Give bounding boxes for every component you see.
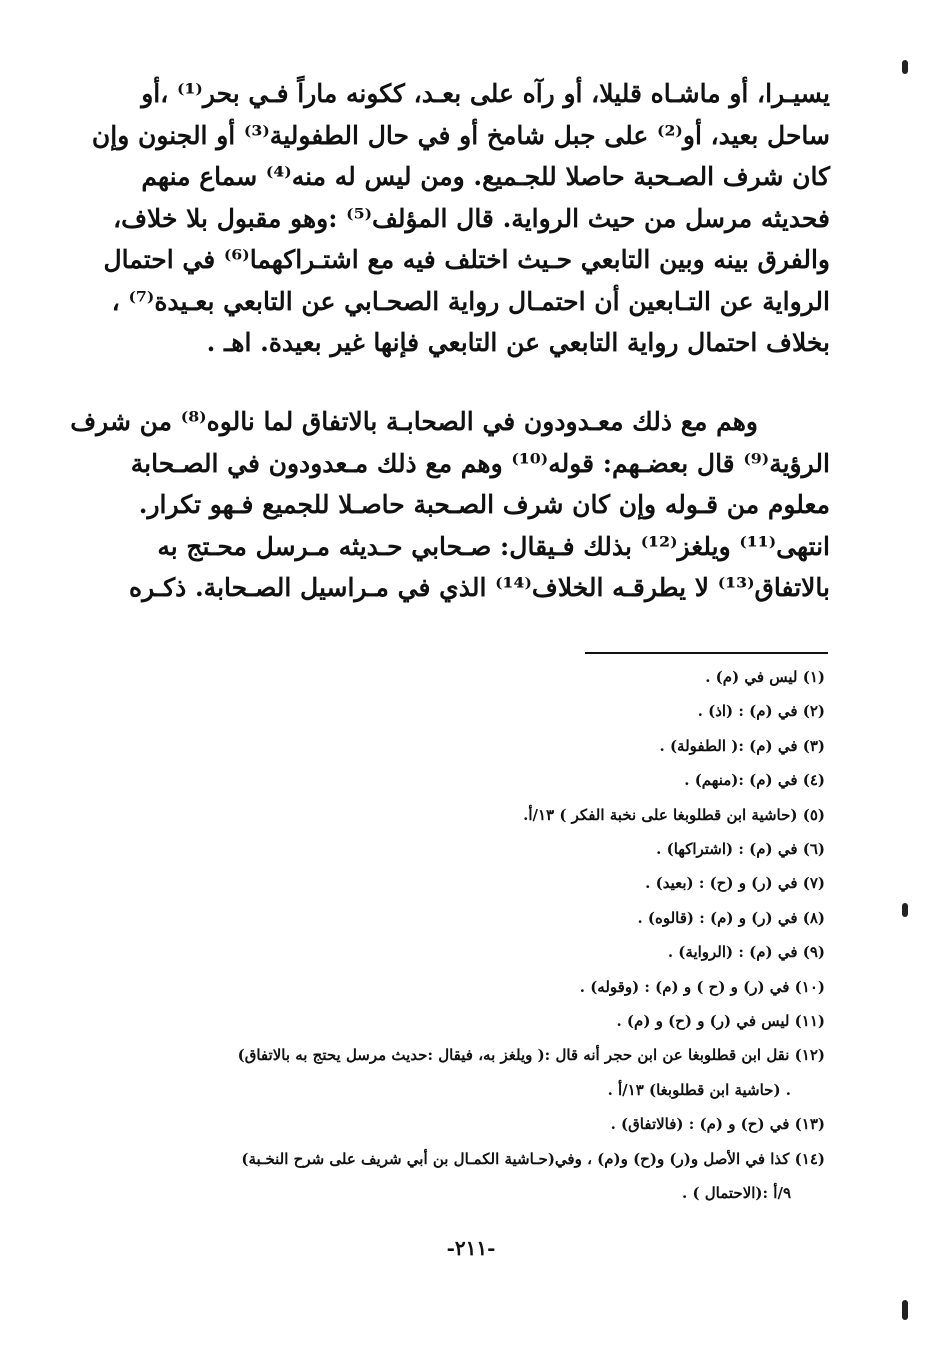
footnote-12: (١٢) نقل ابن قطلوبغا عن ابن حجر أنه قال :( ويلغز به، فيقال :حديث مرسل يحتج به بالاتفاق) [237,1046,825,1065]
text-line: فحديثه مرسل من حيث الرواية. قال المؤلف⁽⁵⁾ :وهو مقبول بلا خلاف، [113,203,830,233]
text-line: بالاتفاق⁽¹³⁾ لا يطرقـه الخلاف⁽¹⁴⁾ الذي في مـراسيل الصـحابة. ذكـره [129,573,830,602]
text-line: وهم مع ذلك معـدودون في الصحابـة بالاتفاق لما نالوه⁽⁸⁾ من شرف [70,407,758,436]
text-line: والفرق بينه وبين التابعي حـيث اختلف فيه مع اشتـراكهما⁽⁶⁾ في احتمال [103,245,830,274]
footnote-11: (١١) ليس في (ر) و (ح) و (م) . [616,1012,825,1031]
page-number: -٢١١- [446,1236,496,1260]
text-line: بخلاف احتمال رواية التابعي عن التابعي فإنها غير بعيدة. اهـ . [206,328,830,357]
footnote-6: (٦) في (م) : (اشتراكها) . [656,840,825,859]
text-line: الرواية عن التـابعين أن احتمـال رواية الصحـابي عن التابعي بعـيدة⁽⁷⁾ ، [111,286,830,316]
footnote-13: (١٣) في (ح) و (م) : (فالاتفاق) . [610,1115,825,1134]
footnote-7: (٧) في (ر) و (ح) : (بعيد) . [645,874,825,893]
footnote-10: (١٠) في (ر) و (ح ) و (م) : (وقوله) . [579,977,825,996]
footnotes-list [100,660,825,1211]
footnote-9: (٩) في (م) : (الرواية) . [667,943,825,962]
footnote-separator [585,652,828,654]
scan-edge-mark [902,1300,908,1320]
footnote-2: (٢) في (م) : (اذ) . [697,702,825,721]
text-line: ساحل بعيد، أو⁽²⁾ على جبل شامخ أو في حال الطفولية⁽³⁾ أو الجنون وإن [91,120,830,150]
main-text-paragraph-2 [70,401,830,609]
main-text-paragraph-1 [91,73,830,364]
footnote-12-continued: . (حاشية ابن قطلوبغا) ١٣/أ . [607,1080,791,1099]
scan-edge-mark [902,903,908,917]
text-line: الرؤية⁽⁹⁾ قال بعضـهم: قوله⁽¹⁰⁾ وهم مع ذلك مـعدودون في الصـحابة [130,448,830,478]
footnote-1: (١) ليس في (م) . [705,668,825,686]
text-line: انتهى⁽¹¹⁾ ويلغز⁽¹²⁾ بذلك فـيقال: صـحابي حـديثه مـرسل محـتج به [157,531,830,561]
footnote-5: (٥) (حاشية ابن قطلوبغا على نخبة الفكر ) ١٣/أ. [523,805,825,824]
footnote-14-continued: ٩/أ :(الاحتمال ) . [682,1184,791,1203]
footnote-4: (٤) في (م) :(منهم) . [684,771,825,790]
scan-edge-mark [902,60,908,74]
text-line: معلوم من قـوله وإن كان شرف الصـحبة حاصـلا للجميع فـهو تكرار. [138,490,830,519]
text-line: كان شرف الصـحبة حاصلا للجـميع. ومن ليس له منه⁽⁴⁾ سماع منهم [141,162,830,191]
footnote-14: (١٤) كذا في الأصل و(ر) و(ح) و(م) ، وفي(حـاشية الكمـال بن أبي شريف على شرح النخـبة) [241,1149,825,1168]
footnote-3: (٣) في (م) :( الطفولة) . [659,736,825,755]
footnote-8: (٨) في (ر) و (م) : (قالوه) . [637,908,825,927]
text-line: يسيـرا، أو ماشـاه قليلا، أو رآه على بعـد، ككونه ماراً فـي بحر⁽¹⁾ ،أو [141,79,830,108]
